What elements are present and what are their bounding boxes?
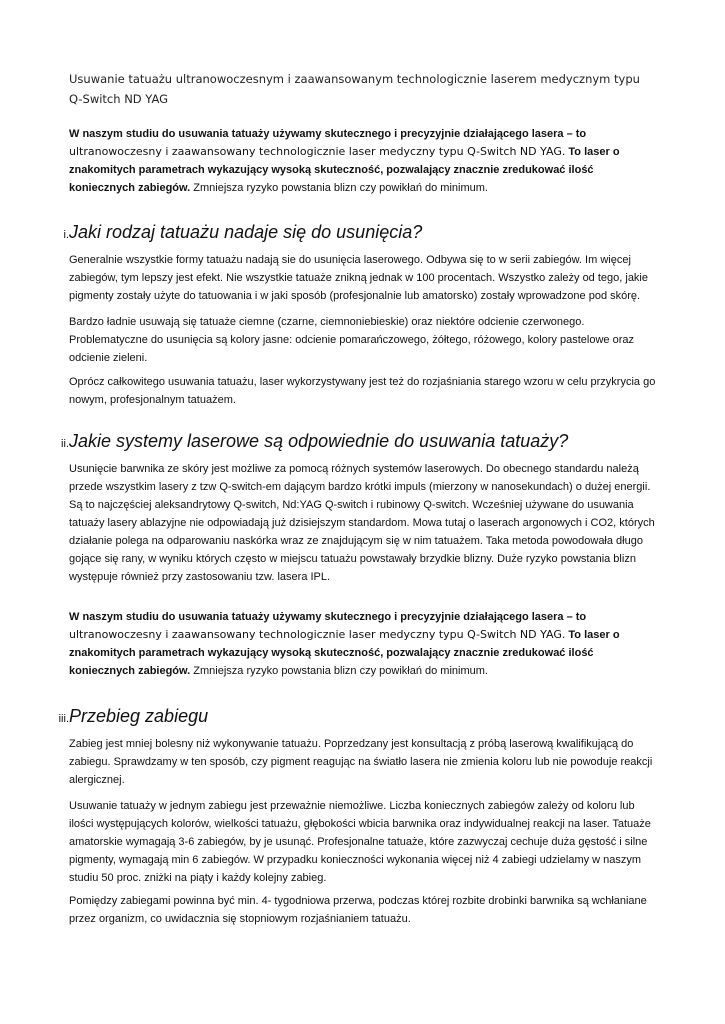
studio-bold-end: To laser o znakomitych parametrach wykazujący wysoką skuteczność, pozwalający znacznie zredukować ilość koniecznych zabiegów. xyxy=(69,146,620,194)
section-title: Przebieg zabiegu xyxy=(69,706,209,726)
studio-bold-start: W naszym studiu do usuwania tatuaży używamy skutecznego i precyzyjnie działającego lasera – to xyxy=(69,611,587,623)
intro-line: Usuwanie tatuażu ultranowoczesnym i zaawansowanym technologicznie laserem medycznym typu Q-Switch ND YAG xyxy=(69,72,640,106)
paragraph: Oprócz całkowitego usuwania tatuażu, laser wykorzystywany jest też do rozjaśniania starego wzoru w celu przykrycia go nowym, profesjonalnym tatuażem. xyxy=(69,376,656,406)
section-heading-1 xyxy=(0,222,422,243)
studio-laser-name: ultranowoczesny i zaawansowany technologicznie laser medyczny typu Q-Switch ND YAG. xyxy=(69,145,566,158)
section-number: ii. xyxy=(61,438,69,450)
studio-laser-name: ultranowoczesny i zaawansowany technologicznie laser medyczny typu Q-Switch ND YAG. xyxy=(69,628,566,641)
paragraph: Usuwanie tatuaży w jednym zabiegu jest przeważnie niemożliwe. Liczba koniecznych zabiegów zależy od koloru lub ilości występujących kolorów, wielkości tatuażu, głębokości wbicia barwnika oraz indywidualnej reakcji na laser. Tatuaże amatorskie wymagają 3-6 zabiegów, by je usunąć. Profesjonalne tatuaże, które zazwyczaj cechuje duża gęstość i silne pigmenty, wymagają min 6 zabiegów. W przypadku konieczności wykonania więcej niż 4 zabiegi udzielamy w naszym studiu 50 proc. zniżki na piąty i każdy kolejny zabieg. xyxy=(69,800,651,884)
studio-paragraph xyxy=(69,125,659,197)
section-number: iii. xyxy=(58,713,69,725)
studio-paragraph xyxy=(69,608,659,680)
studio-bold-start: W naszym studiu do usuwania tatuaży używamy skutecznego i precyzyjnie działającego lasera – to xyxy=(69,128,587,140)
section-heading-2 xyxy=(0,431,568,452)
paragraph: Bardzo ładnie usuwają się tatuaże ciemne (czarne, ciemnoniebieskie) oraz niektóre odcienie czerwonego. Problematyczne do usunięcia są kolory jasne: odcienie pomarańczowego, żółtego, różowego, kolory pastelowe oraz odcienie zieleni. xyxy=(69,316,634,364)
paragraph: Generalnie wszystkie formy tatuażu nadają sie do usunięcia laserowego. Odbywa się to w serii zabiegów. Im więcej zabiegów, tym lepszy jest efekt. Nie wszystkie tatuaże znikną jednak w 100 procentach. Wszystko zależy od tego, jakie pigmenty zostały użyte do tatuowania i w jaki sposób (profesjonalnie lub amatorsko) zostały wprowadzone pod skórę. xyxy=(69,254,648,302)
studio-normal-end: Zmniejsza ryzyko powstania blizn czy powikłań do minimum. xyxy=(193,182,488,194)
section-title: Jaki rodzaj tatuażu nadaje się do usunięcia? xyxy=(69,222,423,242)
paragraph: Usunięcie barwnika ze skóry jest możliwe za pomocą różnych systemów laserowych. Do obecnego standardu należą przede wszystkim lasery z tzw Q-switch-em dającym bardzo krótki impuls (mierzony w nanosekundach) o dużej energii. Są to najczęściej aleksandrytowy Q-switch, Nd:YAG Q-switch i rubinowy Q-switch. Wcześniej używane do usuwania tatuaży lasery ablazyjne nie odpowiadają już dzisiejszym standardom. Mowa tutaj o laserach argonowych i CO2, których działanie polega na odparowaniu naskórka wraz ze znajdującym się w nim tatuażem. Taka metoda powodowała długo gojące się rany, w wyniku których często w miejscu tatuażu powstawały brzydkie blizny. Duże ryzyko powstania blizn występuje również przy zastosowaniu tzw. lasera IPL. xyxy=(69,463,655,583)
section-heading-3 xyxy=(0,706,208,727)
section-title: Jakie systemy laserowe są odpowiednie do usuwania tatuaży? xyxy=(69,431,569,451)
paragraph: Zabieg jest mniej bolesny niż wykonywanie tatuażu. Poprzedzany jest konsultacją z próbą laserową kwalifikującą do zabiegu. Sprawdzamy w ten sposób, czy pigment reagując na światło lasera nie zmienia koloru lub nie powoduje reakcji alergicznej. xyxy=(69,738,653,786)
section-number: i. xyxy=(63,229,69,241)
studio-bold-end: To laser o znakomitych parametrach wykazujący wysoką skuteczność, pozwalający znacznie zredukować ilość koniecznych zabiegów. xyxy=(69,629,620,677)
paragraph: Pomiędzy zabiegami powinna być min. 4- tygodniowa przerwa, podczas której rozbite drobinki barwnika są wchłaniane przez organizm, co uwidacznia się stopniowym rozjaśnianiem tatuażu. xyxy=(69,895,647,925)
studio-normal-end: Zmniejsza ryzyko powstania blizn czy powikłań do minimum. xyxy=(193,665,488,677)
